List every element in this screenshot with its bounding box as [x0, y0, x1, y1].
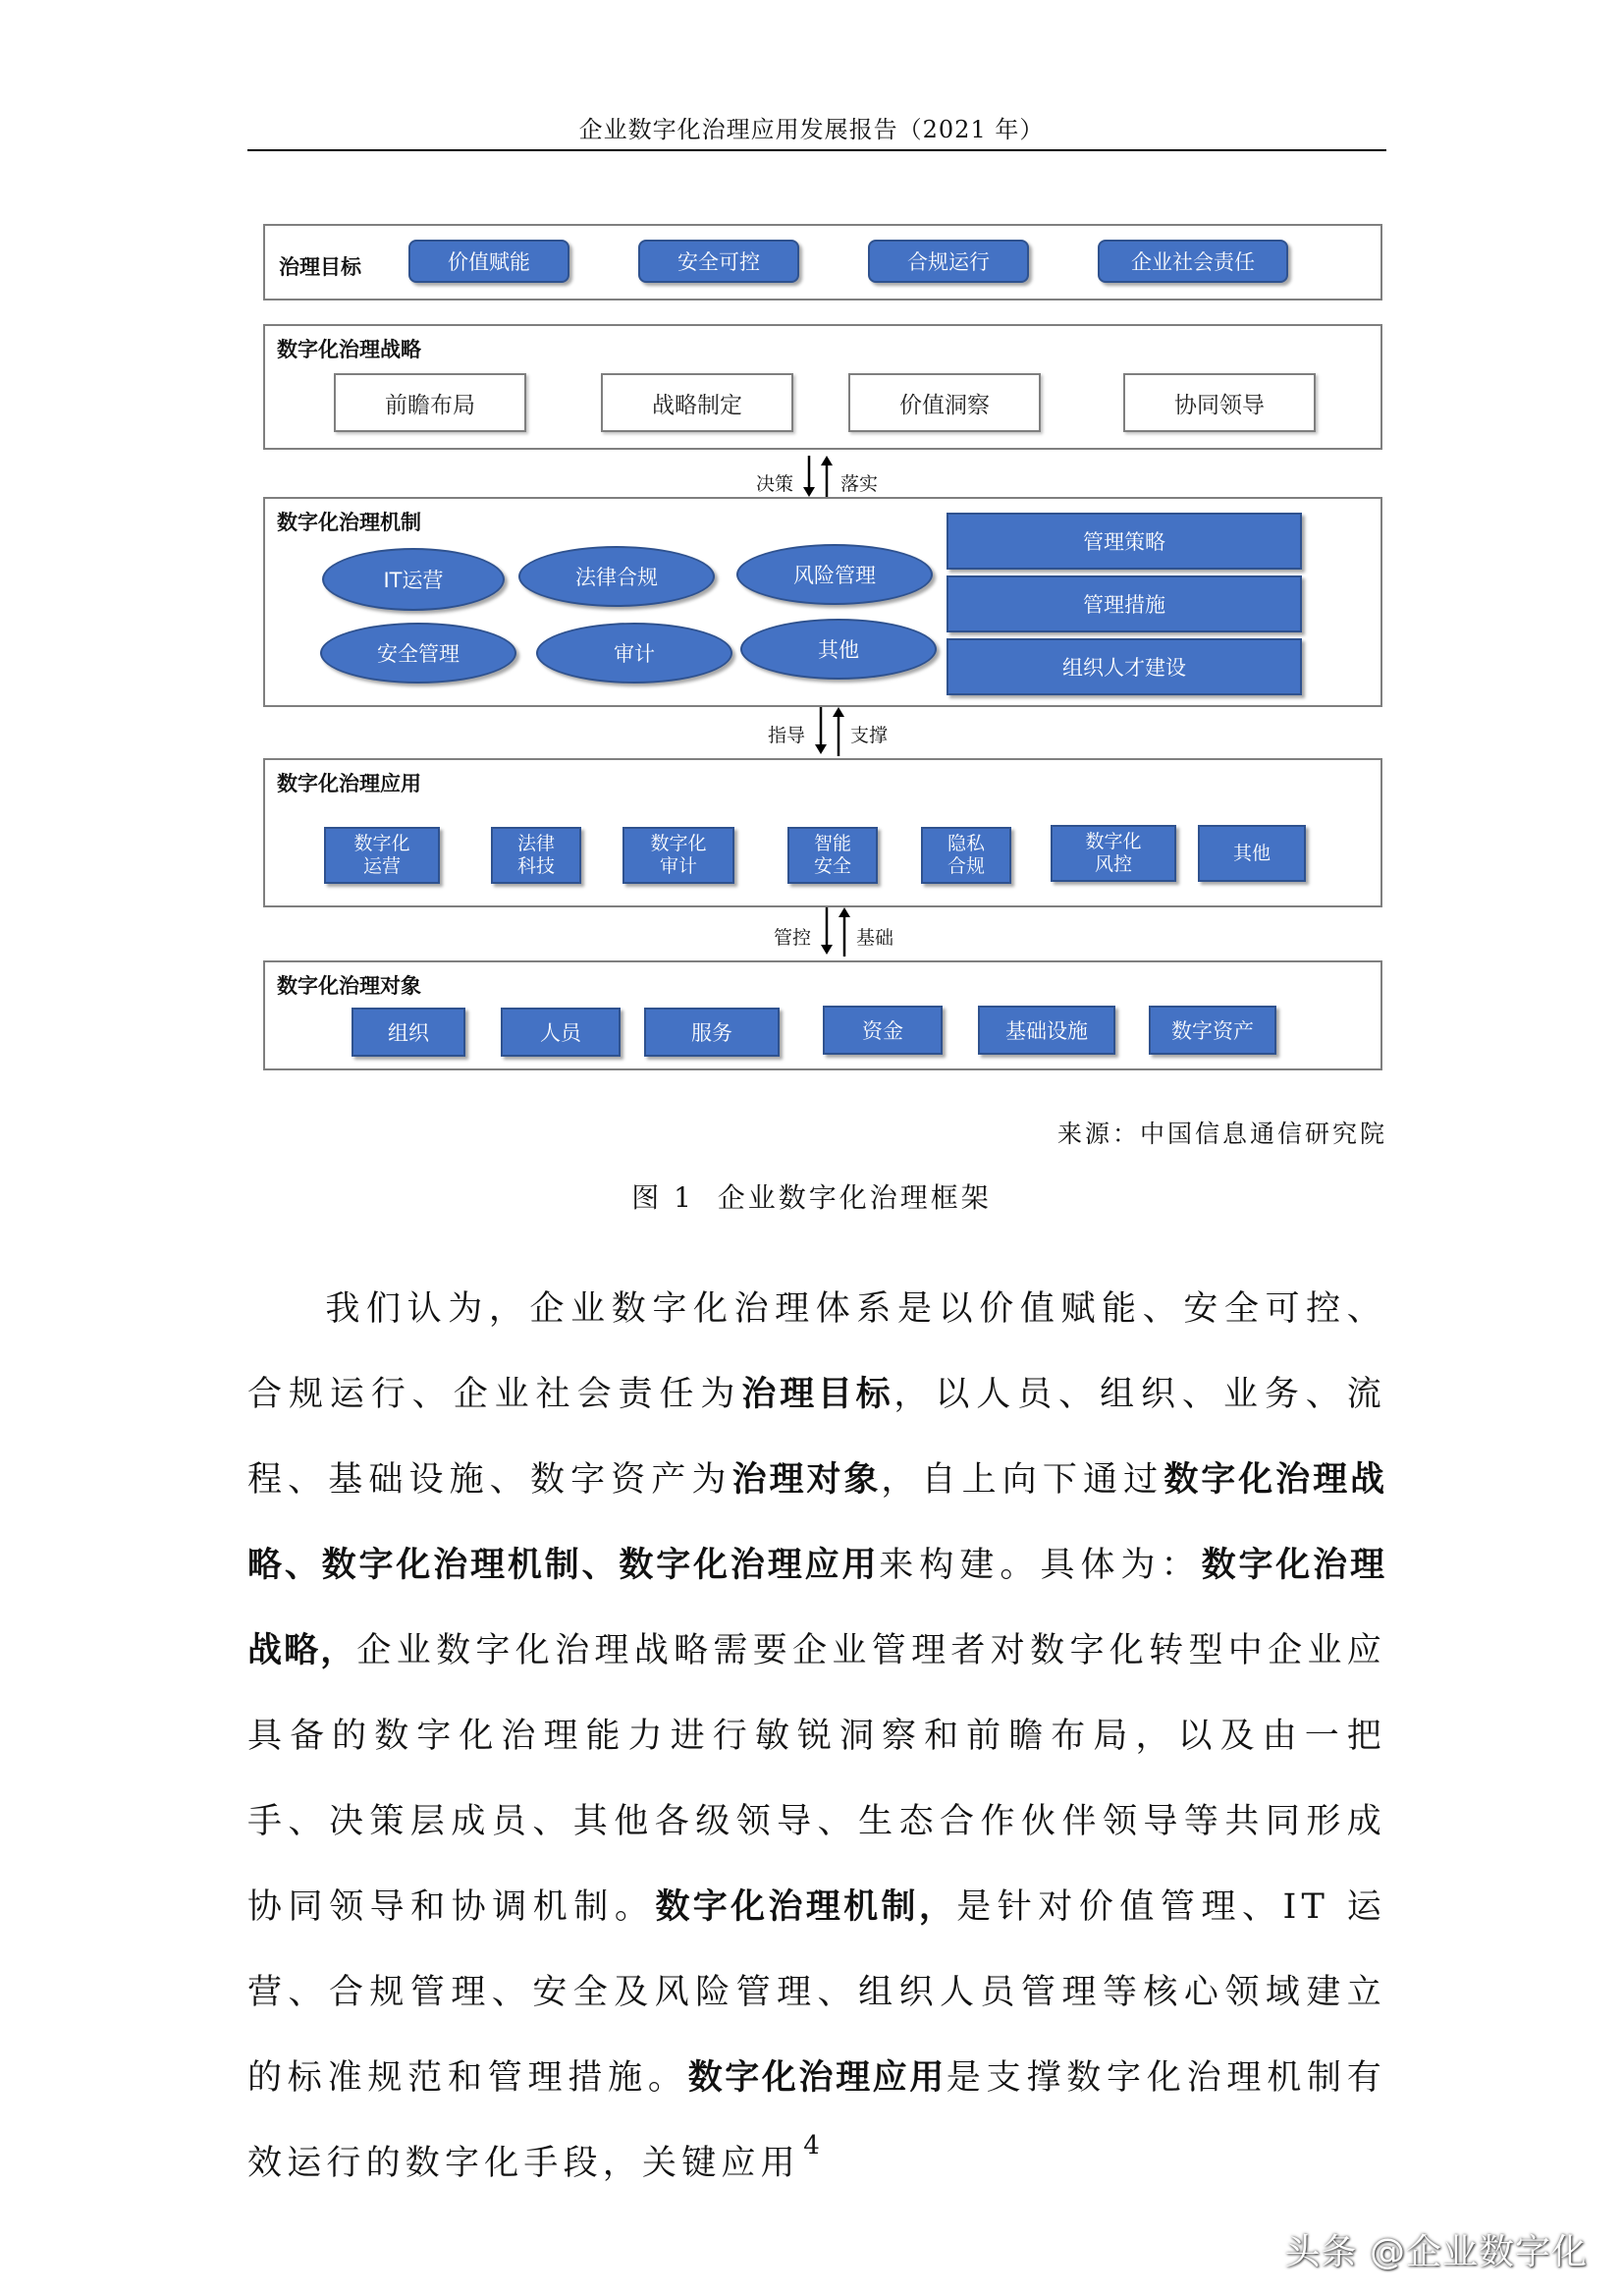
- object-item: 数字资产: [1149, 1006, 1276, 1055]
- object-item: 组织: [352, 1008, 465, 1057]
- governance-framework-diagram: [0, 0, 1623, 1080]
- mechanism-box: 组织人才建设: [947, 638, 1302, 695]
- goal-item: 合规运行: [868, 240, 1029, 283]
- arrow-label-up: 落实: [840, 473, 879, 495]
- goals-panel: [263, 224, 1382, 301]
- strategy-item: 战略制定: [601, 373, 793, 432]
- double-arrow-icon: [797, 454, 837, 499]
- arrow-label-down: 指导: [768, 725, 806, 746]
- application-item: 数字化 运营: [324, 827, 440, 884]
- object-item: 基础设施: [978, 1006, 1115, 1055]
- application-item: 隐私 合规: [921, 827, 1011, 884]
- application-item: 其他: [1198, 825, 1306, 882]
- goals-panel-title: 治理目标: [279, 255, 361, 279]
- mechanism-box: 管理策略: [947, 513, 1302, 570]
- application-item: 法律 科技: [491, 827, 581, 884]
- paragraph-bold: 治理目标: [741, 1375, 894, 1414]
- paragraph-bold: 数字化治理机制，: [655, 1887, 957, 1927]
- paragraph-text: 是支撑数字化治理机制有效运行的数字化手段，关键应用: [247, 2058, 1386, 2183]
- arrow-label-up: 支撑: [850, 725, 889, 746]
- mechanism-panel: [263, 497, 1382, 707]
- strategy-panel: [263, 324, 1382, 450]
- mechanism-ellipse: 其他: [740, 619, 937, 680]
- paragraph-text: ，自上向下通过: [881, 1460, 1164, 1500]
- goal-item: 安全可控: [638, 240, 799, 283]
- paragraph-bold: 数字化治理战略，: [247, 1546, 1386, 1670]
- mechanism-panel-title: 数字化治理机制: [277, 511, 421, 534]
- mechanism-ellipse: 法律合规: [518, 546, 715, 607]
- paragraph-bold: 治理对象: [731, 1460, 882, 1500]
- figure-source: 来源：中国信息通信研究院: [1056, 1120, 1387, 1148]
- figure-caption: 图 1 企业数字化治理框架: [631, 1181, 992, 1214]
- paragraph-text: 我们认为，企业数字化治理体系是以价值赋能、安全可控、合规运行、企业社会责任为: [247, 1289, 1386, 1414]
- double-arrow-icon: [809, 705, 848, 758]
- goal-item: 价值赋能: [408, 240, 569, 283]
- paragraph-text: ，以人员、组织、业务、流程、基础设施、数字资产为: [247, 1375, 1386, 1500]
- mechanism-ellipse: 审计: [536, 623, 732, 683]
- application-item: 数字化 审计: [622, 827, 734, 884]
- page-header-title: 企业数字化治理应用发展报告（2021 年）: [578, 116, 1045, 143]
- goal-item: 企业社会责任: [1098, 240, 1288, 283]
- application-panel-title: 数字化治理应用: [277, 772, 421, 795]
- paragraph-text: 是针对价值管理、IT 运营、合规管理、安全及风险管理、组织人员管理等核心领域建立的标准规范和管理措施。: [247, 1887, 1386, 2098]
- application-item: 智能 安全: [787, 827, 878, 884]
- paragraph-text: 来构建。具体为：: [879, 1546, 1202, 1585]
- strategy-item: 协同领导: [1123, 373, 1316, 432]
- object-item: 服务: [644, 1008, 780, 1057]
- mechanism-ellipse: 风险管理: [736, 544, 933, 605]
- arrow-label-up: 基础: [856, 927, 894, 949]
- strategy-item: 价值洞察: [848, 373, 1041, 432]
- strategy-panel-title: 数字化治理战略: [277, 338, 421, 361]
- arrow-label-down: 管控: [774, 927, 812, 949]
- mechanism-box: 管理措施: [947, 575, 1302, 632]
- application-panel: [263, 758, 1382, 907]
- object-item: 人员: [501, 1008, 621, 1057]
- strategy-item: 前瞻布局: [334, 373, 526, 432]
- mechanism-ellipse: IT运营: [322, 548, 505, 611]
- paragraph-bold: 数字化治理应用: [687, 2058, 947, 2098]
- arrow-label-down: 决策: [756, 473, 794, 495]
- paragraph-bold: 数字化治理战略、数字化治理机制、数字化治理应用: [247, 1460, 1386, 1585]
- body-paragraph: [247, 1267, 1386, 2207]
- paragraph-text: 企业数字化治理战略需要企业管理者对数字化转型中企业应具备的数字化治理能力进行敏锐洞察和前瞻布局，以及由一把手、决策层成员、其他各级领导、生态合作伙伴领导等共同形成协同领导和协调机制。: [247, 1631, 1386, 1927]
- objects-panel: [263, 960, 1382, 1070]
- watermark: 头条 @企业数字化: [1284, 2232, 1588, 2272]
- application-item: 数字化 风控: [1051, 825, 1176, 882]
- object-item: 资金: [823, 1006, 943, 1055]
- double-arrow-icon: [815, 905, 854, 958]
- page-number: 4: [803, 2131, 820, 2160]
- objects-panel-title: 数字化治理对象: [277, 974, 421, 998]
- mechanism-ellipse: 安全管理: [320, 623, 516, 683]
